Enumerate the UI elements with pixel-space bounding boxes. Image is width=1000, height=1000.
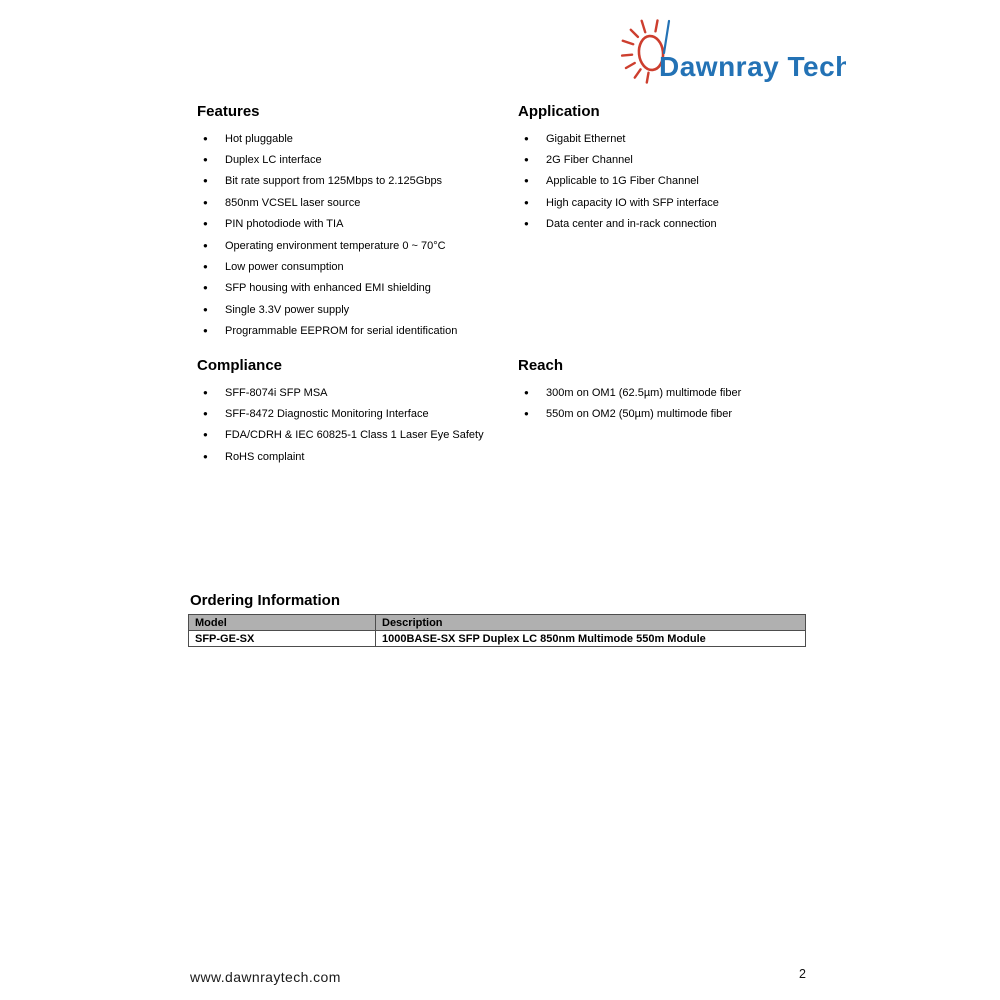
logo-text: Dawnray Tech xyxy=(659,51,846,82)
bullet-item xyxy=(197,214,527,235)
bullet-text: Programmable EEPROM for serial identification xyxy=(225,325,458,338)
bullet-item xyxy=(518,149,833,170)
bullet-icon: ● xyxy=(203,451,208,461)
bullet-icon: ● xyxy=(524,387,529,397)
bullet-text: Operating environment temperature 0 ~ 70°C xyxy=(225,239,446,252)
model-cell: SFP-GE-SX xyxy=(189,631,376,647)
logo-graphic xyxy=(616,12,846,92)
bullet-item xyxy=(197,321,527,342)
bullet-icon: ● xyxy=(203,197,208,207)
bullet-text: 850nm VCSEL laser source xyxy=(225,196,361,209)
description-cell: 1000BASE-SX SFP Duplex LC 850nm Multimode 550m Module xyxy=(376,631,806,647)
bullet-text: Applicable to 1G Fiber Channel xyxy=(546,175,699,188)
bullet-text: Single 3.3V power supply xyxy=(225,303,350,316)
bullet-icon: ● xyxy=(203,155,208,165)
section-title-compliance: Compliance xyxy=(197,357,283,374)
bullet-icon: ● xyxy=(524,409,529,419)
compliance-list xyxy=(197,382,542,468)
bullet-item xyxy=(197,299,527,320)
bullet-icon: ● xyxy=(203,430,208,440)
bullet-item xyxy=(518,214,833,235)
bullet-text: 300m on OM1 (62.5µm) multimode fiber xyxy=(546,386,742,399)
bullet-text: SFF-8074i SFP MSA xyxy=(225,386,328,399)
bullet-icon: ● xyxy=(524,155,529,165)
needle-icon xyxy=(664,21,669,53)
bullet-icon: ● xyxy=(524,176,529,186)
table-header-row xyxy=(189,615,806,631)
company-logo xyxy=(616,12,846,92)
bullet-item xyxy=(197,425,542,446)
bullet-text: Bit rate support from 125Mbps to 2.125Gbps xyxy=(225,175,443,188)
bullet-item xyxy=(518,192,833,213)
section-features xyxy=(197,103,527,342)
bullet-item xyxy=(197,149,527,170)
bullet-icon: ● xyxy=(203,304,208,314)
bullet-text: Data center and in-rack connection xyxy=(546,218,717,231)
bullet-text: SFP housing with enhanced EMI shielding xyxy=(225,282,431,295)
bullet-icon: ● xyxy=(203,262,208,272)
column-header-model: Model xyxy=(189,615,376,631)
bullet-text: Gigabit Ethernet xyxy=(546,132,626,145)
features-list xyxy=(197,128,527,342)
bullet-item xyxy=(197,446,542,467)
bullet-item xyxy=(197,278,527,299)
application-list xyxy=(518,128,833,235)
bullet-icon: ● xyxy=(203,219,208,229)
bullet-item xyxy=(197,382,542,403)
ordering-title: Ordering Information xyxy=(190,592,340,609)
ordering-table xyxy=(188,614,806,647)
table-row xyxy=(189,631,806,647)
bullet-icon: ● xyxy=(203,326,208,336)
footer-website-url: www.dawnraytech.com xyxy=(190,969,341,985)
bullet-text: PIN photodiode with TIA xyxy=(225,218,344,231)
section-title-application: Application xyxy=(518,103,600,120)
bullet-item xyxy=(197,235,527,256)
bullet-item xyxy=(518,403,843,424)
bullet-icon: ● xyxy=(203,387,208,397)
bullet-item xyxy=(518,382,843,403)
bullet-text: FDA/CDRH & IEC 60825-1 Class 1 Laser Eye Safety xyxy=(225,429,484,442)
bullet-text: RoHS complaint xyxy=(225,450,305,463)
section-title-features: Features xyxy=(197,103,260,120)
bullet-text: Hot pluggable xyxy=(225,132,293,145)
bullet-item xyxy=(197,128,527,149)
bullet-text: Duplex LC interface xyxy=(225,154,322,167)
column-header-description: Description xyxy=(376,615,806,631)
bullet-text: Low power consumption xyxy=(225,261,344,274)
section-reach xyxy=(518,357,843,425)
bullet-item xyxy=(197,256,527,277)
bullet-icon: ● xyxy=(524,133,529,143)
bullet-item xyxy=(518,171,833,192)
bullet-icon: ● xyxy=(203,409,208,419)
bullet-text: 550m on OM2 (50µm) multimode fiber xyxy=(546,408,733,421)
reach-list xyxy=(518,382,843,425)
section-application xyxy=(518,103,833,235)
bullet-icon: ● xyxy=(203,176,208,186)
bullet-icon: ● xyxy=(203,133,208,143)
section-compliance xyxy=(197,357,542,468)
page-number: 2 xyxy=(799,967,806,981)
bullet-text: 2G Fiber Channel xyxy=(546,154,633,167)
bullet-item xyxy=(197,192,527,213)
bullet-icon: ● xyxy=(524,197,529,207)
bullet-icon: ● xyxy=(203,283,208,293)
bullet-item xyxy=(197,171,527,192)
bullet-icon: ● xyxy=(524,219,529,229)
bullet-item xyxy=(518,128,833,149)
bullet-text: High capacity IO with SFP interface xyxy=(546,196,719,209)
section-title-reach: Reach xyxy=(518,357,564,374)
bullet-item xyxy=(197,403,542,424)
section-ordering-information xyxy=(188,592,806,647)
bullet-text: SFF-8472 Diagnostic Monitoring Interface xyxy=(225,408,429,421)
bullet-icon: ● xyxy=(203,240,208,250)
